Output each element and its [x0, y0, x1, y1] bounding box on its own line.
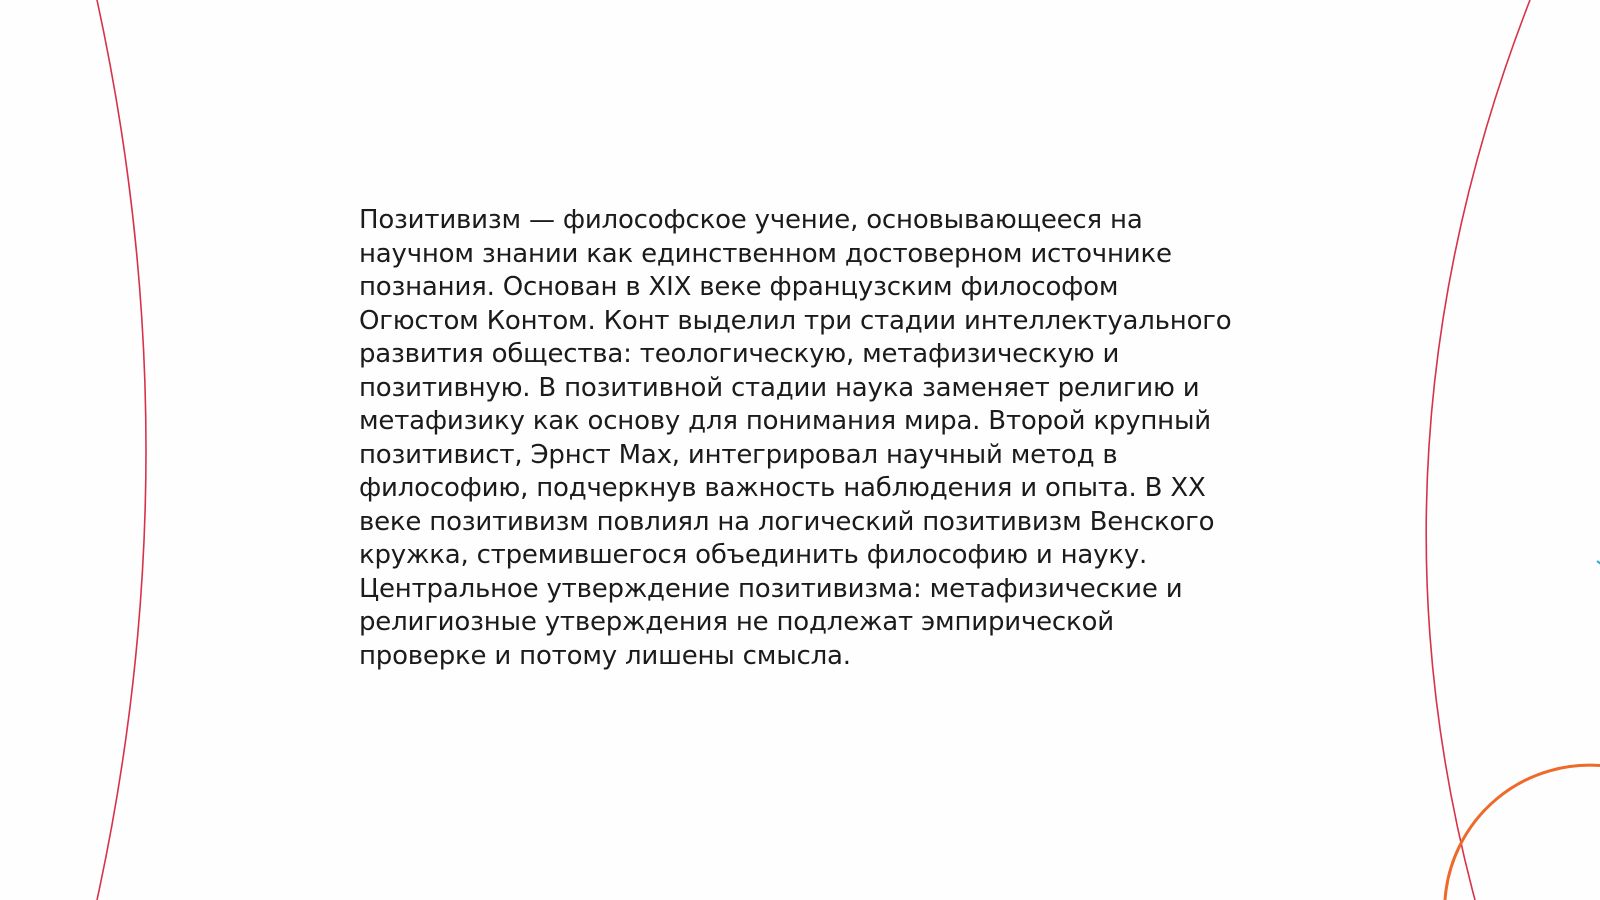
body-paragraph: Позитивизм — философское учение, основывающееся на научном знании как единственном достоверном источнике познания. Основан в XIX веке французским философом Огюстом Контом. Конт выделил три стадии интеллектуального развития общества: теологическую, метафизическую и позитивную. В позитивной стадии наука заменяет религию и метафизику как основу для понимания мира. Второй крупный позитивист, Эрнст Мах, интегрировал научный метод в философию, подчеркнув важность наблюдения и опыта. В XX веке позитивизм повлиял на логический позитивизм Венского кружка, стремившегося объединить философию и науку. Центральное утверждение позитивизма: метафизические и религиозные утверждения не подлежат эмпирической проверке и потому лишены смысла. — [359, 205, 1232, 671]
left-red-curve — [97, 0, 146, 900]
orange-arc — [1445, 765, 1600, 900]
right-red-curve — [1426, 0, 1530, 900]
